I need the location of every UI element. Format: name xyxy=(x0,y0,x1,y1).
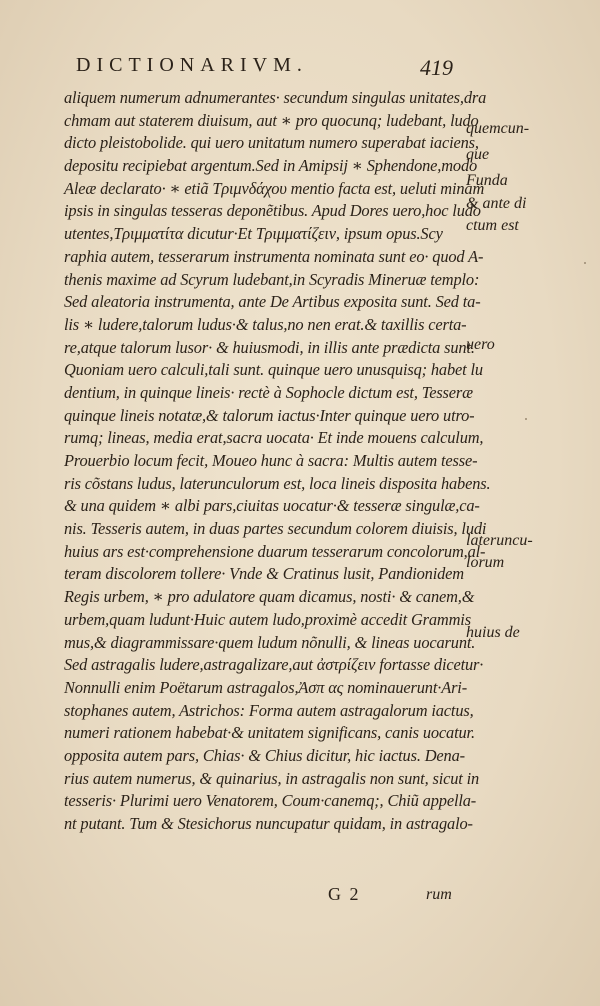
margin-note: uero xyxy=(466,336,495,353)
margin-note: ctum est xyxy=(466,217,519,234)
running-title: DICTIONARIVM. xyxy=(76,54,308,76)
signature-mark: G 2 xyxy=(328,884,361,904)
margin-note: huius de xyxy=(466,624,520,641)
text-line: tesseris· Plurimi uero Venatorem, Coum·canemq;, Chiũ appella- xyxy=(64,791,477,811)
text-line: dicto pleistobolide. qui uero unitatum numero superabat iaciens, xyxy=(64,133,479,153)
paper-speck xyxy=(525,418,527,420)
margin-note: que xyxy=(466,146,490,163)
text-line: Sed astragalis ludere,astragalizare,aut ἀστρίζειν fortasse dicetur· xyxy=(64,655,484,675)
page-number: 419 xyxy=(420,55,453,80)
text-line: Prouerbio locum fecit, Moueo hunc à sacra: Multis autem tesse- xyxy=(64,451,478,470)
text-line: thenis maxime ad Scyrum ludebant,in Scyradis Mineruæ templo: xyxy=(64,269,480,289)
text-line: & una quidem ∗ albi pars,ciuitas uocatur·& tesseræ singulæ,ca- xyxy=(64,496,480,516)
text-line: Quoniam uero calculi,tali sunt. quinque uero unusquisq; habet lu xyxy=(64,360,483,380)
text-line: Aleæ declarato· ∗ etiã Τριμνδάχου mentio facta est, ueluti minam xyxy=(64,178,485,198)
paper-speck xyxy=(584,262,586,264)
margin-note: & ante di xyxy=(466,195,527,212)
text-line: huius ars est·comprehensione duarum tesserarum concolorum,al- xyxy=(64,541,486,561)
text-line: dentium, in quinque lineis· rectè à Sophocle dictum est, Tesseræ xyxy=(64,382,473,402)
margin-note: Funda xyxy=(466,172,508,189)
text-line: rumq; lineas, media erat,sacra uocata· Et inde mouens calculum, xyxy=(64,428,484,448)
text-line: quinque lineis notatæ,& talorum iactus·Inter quinque uero utro- xyxy=(64,405,475,425)
text-line: aliquem numerum adnumerantes· secundum singulas unitates,dra xyxy=(64,88,487,107)
catchword: rum xyxy=(426,886,452,903)
text-line: opposita autem pars, Chias· & Chius dicitur, hic iactus. Dena- xyxy=(64,745,465,765)
text-line: numeri rationem habebat·& unitatem significans, canis uocatur. xyxy=(64,723,475,743)
text-line: stophanes autem, Astrichos: Forma autem astragalorum iactus, xyxy=(64,700,474,720)
text-line: chmam aut staterem diuisum, aut ∗ pro quocunq; ludebant, ludo xyxy=(64,110,479,130)
margin-note: lorum xyxy=(466,554,505,571)
text-line: re,atque talorum lusor· & huiusmodi, in illis ante prædicta sunt. xyxy=(64,337,475,357)
text-line: Regis urbem, ∗ pro adulatore quam dicamus, nosti· & canem,& xyxy=(64,587,475,607)
text-line: nis. Tesseris autem, in duas partes secundum colorem diuisis, ludi xyxy=(64,519,487,539)
text-line: teram discolorem tollere· Vnde & Cratinus lusit, Pandionidem xyxy=(64,564,464,584)
margin-note: quemcun- xyxy=(466,120,530,137)
text-line: urbem,quam ludunt·Huic autem ludo,proximè accedit Grammis xyxy=(64,609,471,629)
text-line: utentes,Τριμματίτα dicutur·Et Τριμματίζειν, ipsum opus.Scy xyxy=(64,224,443,244)
text-line: mus,& diagrammissare·quem ludum nõnulli, & lineas uocarunt. xyxy=(64,632,476,652)
text-line: Sed aleatoria instrumenta, ante De Artibus exposita sunt. Sed ta- xyxy=(64,292,481,312)
margin-note: lateruncu- xyxy=(466,532,533,549)
text-line: nt putant. Tum & Stesichorus nuncupatur quidam, in astragalo- xyxy=(64,814,473,833)
text-line: ris cõstans ludus, laterunculorum est, loca lineis disposita habens. xyxy=(64,473,491,493)
text-line: ipsis in singulas tesseras deponẽtibus. Apud Dores uero,hoc ludo xyxy=(64,201,481,221)
text-line: raphia autem, tesserarum instrumenta nominata sunt eo· quod A- xyxy=(64,246,484,266)
text-line: Nonnulli enim Poëtarum astragalos,Ἀσπ ας nominauerunt·Ari- xyxy=(64,677,468,697)
text-line: depositu recipiebat argentum.Sed in Amipsij ∗ Sphendone,modo xyxy=(64,156,478,176)
text-line: rius autem numerus, & quinarius, in astragalis non sunt, sicut in xyxy=(64,768,480,788)
text-line: lis ∗ ludere,talorum ludus·& talus,no nen erat.& taxillis certa- xyxy=(64,314,467,334)
